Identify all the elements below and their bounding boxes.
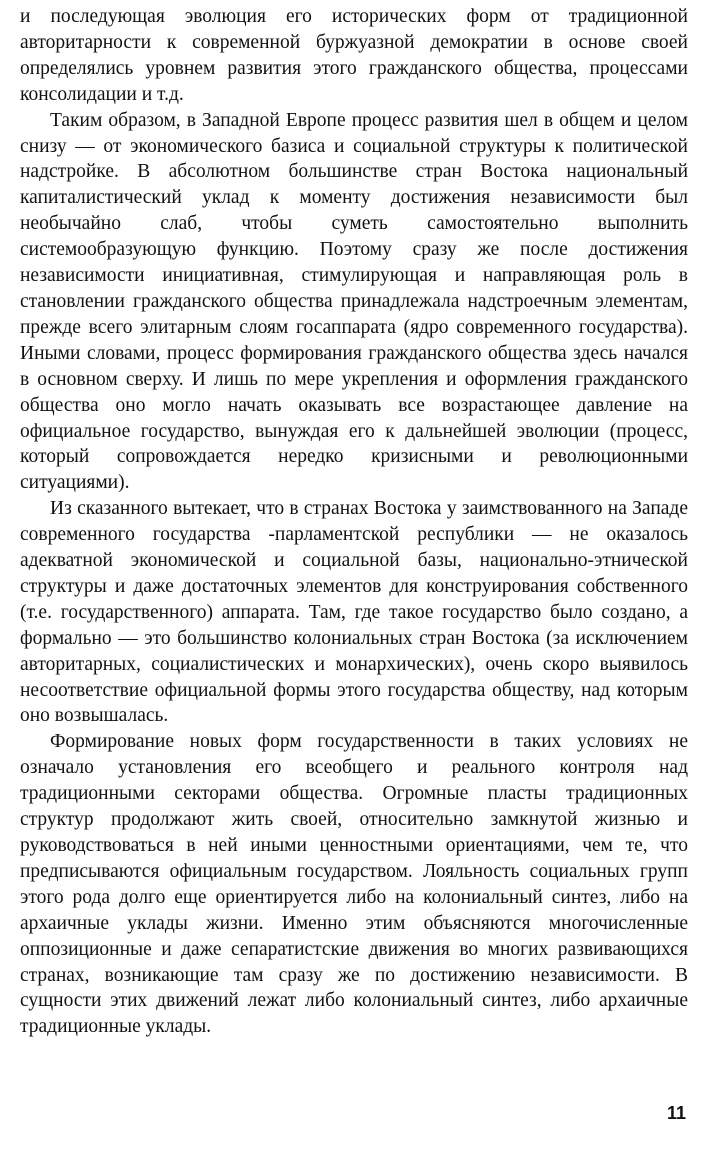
page-body (20, 4, 688, 1040)
paragraph-continuation: и последующая эволюция его исторических форм от традиционной авторитарности к современной буржуазной демократии в основе своей определялись уровнем развития этого гражданского общества, процессами консолидации и т.д. (20, 6, 688, 105)
page-number: 11 (666, 1103, 686, 1123)
paragraph: Таким образом, в Западной Европе процесс развития шел в общем и целом снизу — от экономического базиса и социальной структуры к политической надстройке. В абсолютном большинстве стран Востока национальный капиталистический уклад к моменту достижения независимости был необычайно слаб, чтобы суметь самостоятельно выполнить системообразующую функцию. Поэтому сразу же после достижения независимости инициативная, стимулирующая и направляющая роль в становлении гражданского общества принадлежала надстроечным элементам, прежде всего элитарным слоям госаппарата (ядро современного государства). Иными словами, процесс формирования гражданского общества здесь начался в основном сверху. И лишь по мере укрепления и оформления гражданского общества оно могло начать оказывать все возрастающее давление на официальное государство, вынуждая его к дальнейшей эволюции (процесс, который сопровождается нередко кризисными и революционными ситуациями). (20, 109, 688, 494)
paragraph: Из сказанного вытекает, что в странах Востока у заимствованного на Западе современного государства -парламентской республики — не оказалось адекватной экономической и социальной базы, национально-этнической структуры и даже достаточных элементов для конструирования собственного (т.е. государственного) аппарата. Там, где такое государство было создано, а формально — это большинство колониальных стран Востока (за исключением авторитарных, социалистических и монархических), очень скоро выявилось несоответствие официальной формы этого государства обществу, над которым оно возвышалась. (20, 498, 688, 727)
paragraph: Формирование новых форм государственности в таких условиях не означало установления его всеобщего и реального контроля над традиционными секторами общества. Огромные пласты традиционных структур продолжают жить своей, относительно замкнутой жизнью и руководствоваться в ней иными ценностными ориентациями, чем те, что предписываются официальным государством. Лояльность социальных групп этого рода долго еще ориентируется либо на колониальный синтез, либо на архаичные уклады жизни. Именно этим объясняются многочисленные оппозиционные и даже сепаратистские движения во многих развивающихся странах, возникающие там сразу же по достижению независимости. В сущности этих движений лежат либо колониальный синтез, либо архаичные традиционные уклады. (20, 731, 688, 1038)
